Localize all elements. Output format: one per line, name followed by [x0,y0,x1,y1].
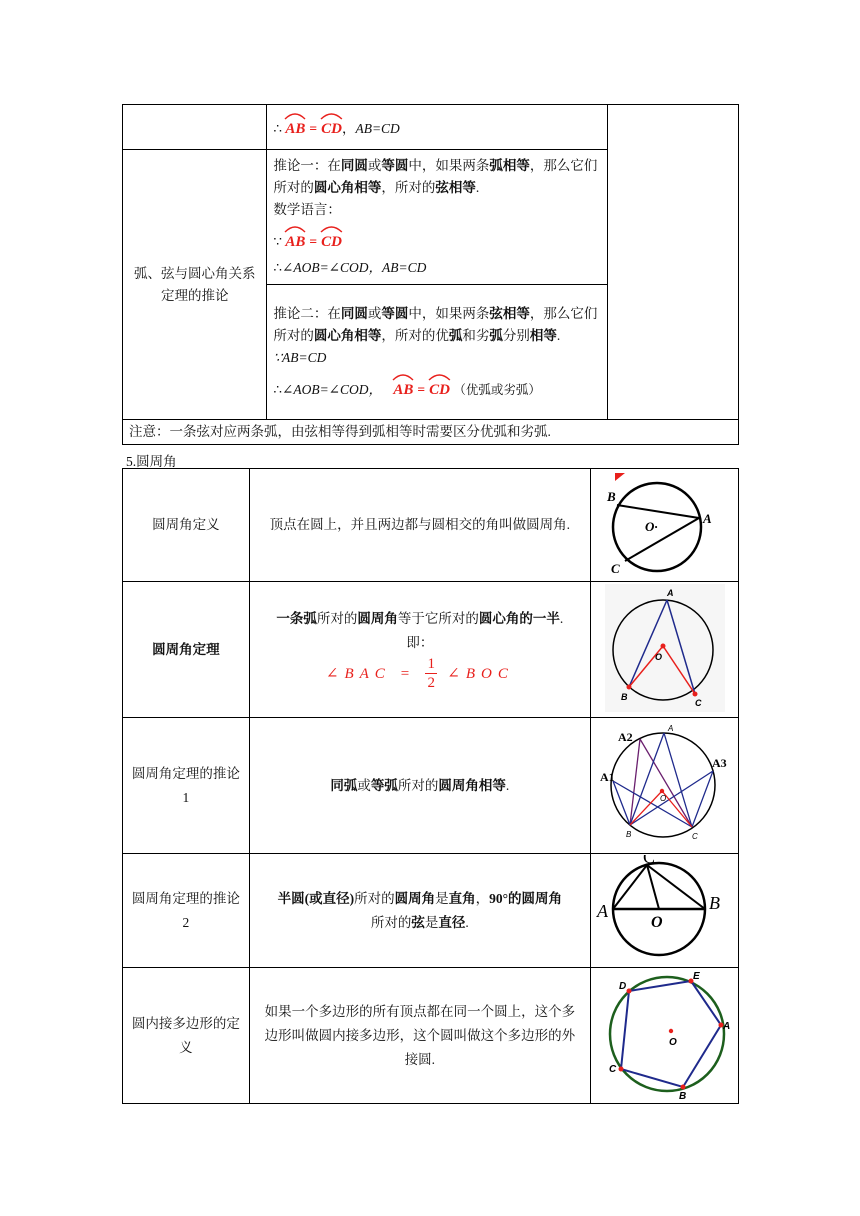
row-label: 圆内接多边形的定义 [123,968,250,1104]
table-row [123,105,739,150]
row-label: 圆周角定理的推论 2 [123,854,250,968]
svg-text:O: O [650,913,663,931]
table-row [123,582,739,718]
corollary-one-text: 推论一：在同圆或等圆中，如果两条弧相等，那么它们所对的圆心角相等，所对的弦相等. [273,158,598,195]
corollary-two-text: 推论二：在同圆或等圆中，如果两条弦相等，那么它们所对的圆心角相等，所对的优弧和劣弧分别相等. [273,306,598,343]
corollary-text: 半圆(或直径)所对的圆周角是直角，90°的圆周角 所对的弦是直径. [249,854,590,968]
row-label: 圆周角定理的推论 1 [123,718,250,854]
section-title: 5.圆周角 [126,454,177,469]
therefore-line: ∴∠AOB=∠COD， AB = CD （优弧或劣弧） [273,375,600,401]
svg-text:A: A [596,900,608,921]
because-line: ∵AB=CD [273,350,327,365]
figure-cell [591,469,739,582]
table-row [123,968,739,1104]
inscribed-angle-table [122,468,739,1104]
svg-text:O: O [668,1036,677,1048]
svg-text:A: A [667,723,673,733]
svg-text:B: B [708,892,720,913]
svg-text:O: O [659,793,666,803]
svg-text:B: B [625,829,631,839]
inscribed-angle-figure [595,471,735,576]
figure-cell [591,854,739,968]
chord-equality: AB=CD [355,121,400,136]
math-language-label: 数学语言： [273,202,341,217]
svg-text:D: D [618,980,626,992]
svg-text:E: E [692,970,700,982]
inscribed-polygon-figure [595,969,735,1099]
empty-cell [123,105,267,150]
corollary-one-cell [267,150,607,285]
arc-cd: CD [321,114,342,140]
theorem-text: 一条弧所对的圆周角等于它所对的圆心角的一半. 即： ∠BAC = $\frac{1}{2}$ ∠BOC [249,582,590,718]
label-c: C [610,560,620,576]
svg-text:A: A [666,587,674,598]
because-line: ∵ AB = CD [273,227,600,253]
svg-text:C: C [608,1063,616,1075]
table-row [123,420,739,445]
svg-text:O: O [654,651,662,662]
figure-cell [591,718,739,854]
svg-text:C: C [642,854,655,867]
definition-text: 如果一个多边形的所有顶点都在同一个圆上，这个多边形叫做圆内接多边形，这个圆叫做这个多边形的外接圆. [249,968,590,1104]
svg-text:A1: A1 [599,769,615,784]
row-label: 圆周角定理 [123,582,250,718]
corollary-two-cell [267,285,607,420]
svg-text:A: A [722,1020,730,1032]
row-label: 弧、弦与圆心角关系定理的推论 [123,150,267,420]
figure-cell [591,968,739,1104]
table-row [123,469,739,582]
equals-sign: = [309,121,318,136]
svg-text:B: B [620,691,628,702]
central-angle-figure [605,584,725,712]
figure-cell [591,582,739,718]
svg-text:C: C [694,697,702,708]
right-empty-cell [607,105,738,420]
label-o: O· [644,518,658,534]
svg-text:B: B [678,1090,686,1099]
svg-text:A2: A2 [617,729,633,744]
equal-arcs-figure [600,723,730,845]
row-label: 圆周角定义 [123,469,250,582]
semicircle-figure [595,855,735,963]
corollary-text: 同弧或等弧所对的圆周角相等. [249,718,590,854]
therefore-symbol: ∴ [273,121,283,136]
svg-text:A3: A3 [711,755,727,770]
label-a: A [702,510,712,526]
arc-chord-table [122,104,739,445]
table-row [123,854,739,968]
label-b: B [606,488,616,504]
arc-ab: AB [285,114,305,140]
therefore-line: ∴∠AOB=∠COD，AB=CD [273,260,427,275]
svg-text:C: C [691,831,698,841]
table-row [123,718,739,854]
conclusion-cell: ∴ AB = CD，AB=CD [267,105,607,150]
definition-text: 顶点在圆上，并且两边都与圆相交的角叫做圆周角. [249,469,590,582]
theorem-formula: ∠BAC = $\frac{1}{2}$ ∠BOC [325,656,514,691]
note-text: 注意：一条弦对应两条弧，由弦相等得到弧相等时需要区分优弧和劣弧. [123,420,739,445]
